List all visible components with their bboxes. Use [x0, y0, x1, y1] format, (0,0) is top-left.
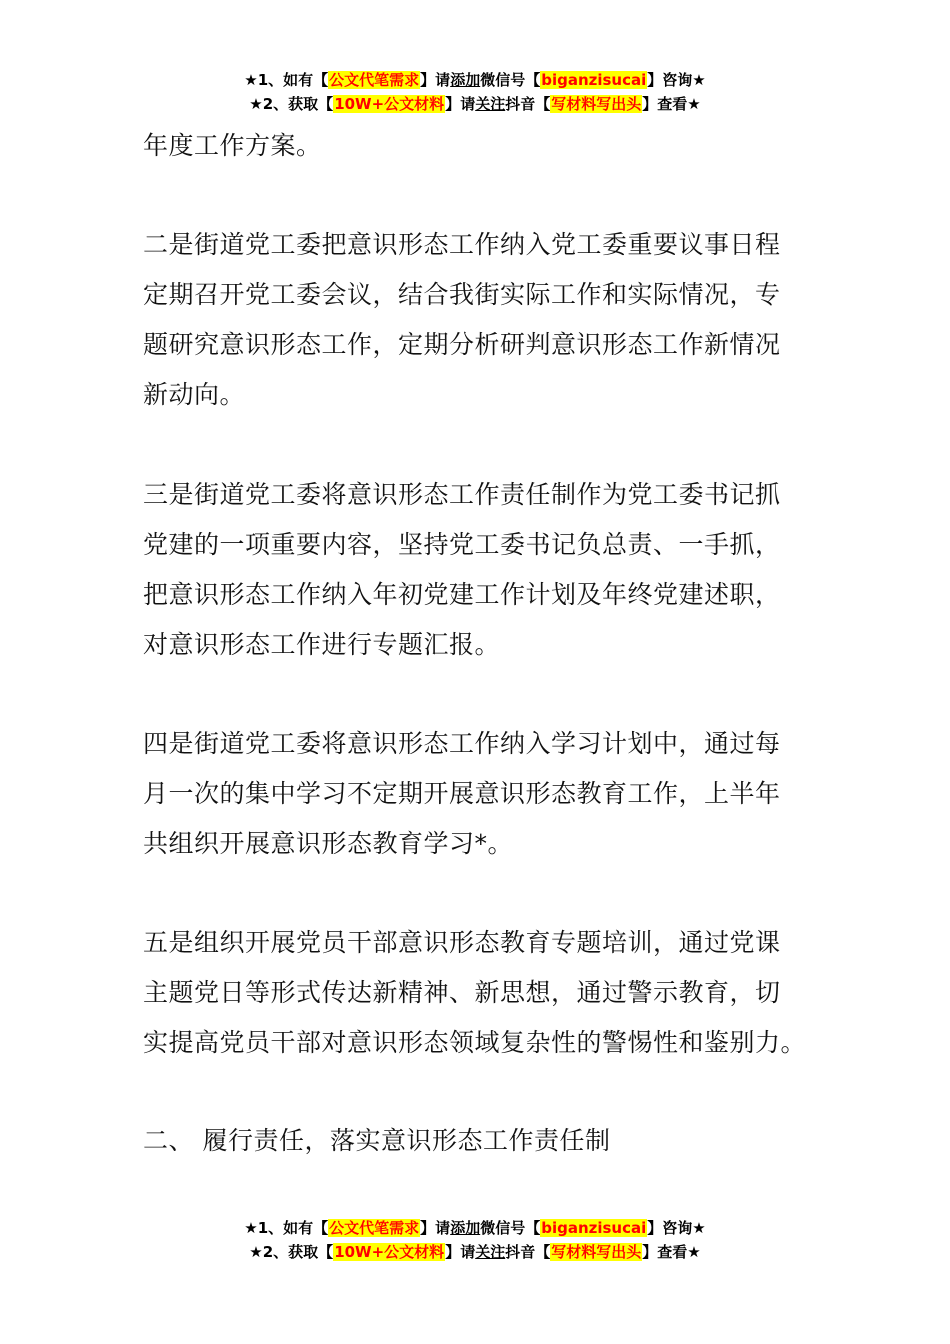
banner-line-2-mid: 】请 [445, 95, 476, 113]
text-line: 题研究意识形态工作，定期分析研判意识形态工作新情况 [143, 330, 781, 359]
banner-highlight-service: 公文代笔需求 [329, 1219, 420, 1237]
text-line: 月一次的集中学习不定期开展意识形态教育工作，上半年 [143, 779, 781, 808]
text-line: 实提高党员干部对意识形态领域复杂性的警惕性和鉴别力。 [143, 1028, 807, 1057]
text-line: 年度工作方案。 [143, 131, 322, 160]
banner-line-2-emph: 关注 [475, 95, 506, 113]
banner-line-2-suffix: 】查看★ [642, 95, 701, 113]
banner-line-2-prefix: ★2、获取【 [249, 1243, 334, 1261]
paragraph-point-4 [143, 719, 813, 869]
text-line: 定期召开党工委会议，结合我街实际工作和实际情况，专 [143, 280, 781, 309]
banner-line-2-mid2: 抖音【 [505, 1243, 551, 1261]
text-line: 对意识形态工作进行专题汇报。 [143, 630, 501, 659]
banner-line-2-suffix: 】查看★ [642, 1243, 701, 1261]
banner-line-1-mid: 】请 [420, 71, 451, 89]
text-line: 党建的一项重要内容，坚持党工委书记负总责、一手抓， [143, 530, 781, 559]
banner-highlight-service: 公文代笔需求 [329, 71, 420, 89]
text-line: 把意识形态工作纳入年初党建工作计划及年终党建述职， [143, 580, 781, 609]
banner-line-1-prefix: ★1、如有【 [244, 1219, 329, 1237]
banner-highlight-wechat-id: biganzisucai [541, 71, 647, 89]
banner-line-1 [0, 68, 950, 92]
text-line: 二是街道党工委把意识形态工作纳入党工委重要议事日程 [143, 230, 781, 259]
text-line: 四是街道党工委将意识形态工作纳入学习计划中，通过每 [143, 729, 781, 758]
text-line: 主题党日等形式传达新精神、新思想，通过警示教育，切 [143, 978, 781, 1007]
text-line: 五是组织开展党员干部意识形态教育专题培训，通过党课 [143, 928, 781, 957]
banner-line-1-mid2: 微信号【 [480, 1219, 541, 1237]
banner-line-1-mid2: 微信号【 [480, 71, 541, 89]
banner-line-1 [0, 1216, 950, 1240]
banner-highlight-materials: 10W+公文材料 [334, 95, 445, 113]
banner-line-1-prefix: ★1、如有【 [244, 71, 329, 89]
paragraph-point-5 [143, 918, 813, 1068]
paragraph-continued [143, 121, 813, 171]
banner-highlight-douyin: 写材料写出头 [551, 1243, 642, 1261]
banner-line-1-mid: 】请 [420, 1219, 451, 1237]
banner-highlight-materials: 10W+公文材料 [334, 1243, 445, 1261]
text-line: 三是街道党工委将意识形态工作责任制作为党工委书记抓 [143, 480, 781, 509]
text-line: 新动向。 [143, 380, 246, 409]
banner-line-2 [0, 92, 950, 116]
banner-line-2-prefix: ★2、获取【 [249, 95, 334, 113]
header-banner [0, 68, 950, 116]
banner-line-2 [0, 1240, 950, 1264]
section-heading-2 [143, 1116, 813, 1166]
banner-line-2-mid2: 抖音【 [505, 95, 551, 113]
banner-line-1-emph: 添加 [450, 1219, 481, 1237]
paragraph-point-3 [143, 470, 813, 670]
banner-line-1-suffix: 】咨询★ [647, 71, 706, 89]
banner-line-2-emph: 关注 [475, 1243, 506, 1261]
banner-highlight-wechat-id: biganzisucai [541, 1219, 647, 1237]
banner-line-1-emph: 添加 [450, 71, 481, 89]
banner-line-1-suffix: 】咨询★ [647, 1219, 706, 1237]
banner-line-2-mid: 】请 [445, 1243, 476, 1261]
text-line: 共组织开展意识形态教育学习*。 [143, 829, 514, 858]
footer-banner [0, 1216, 950, 1264]
banner-highlight-douyin: 写材料写出头 [551, 95, 642, 113]
paragraph-point-2 [143, 220, 813, 420]
section-heading-text: 二、 履行责任，落实意识形态工作责任制 [143, 1126, 611, 1155]
